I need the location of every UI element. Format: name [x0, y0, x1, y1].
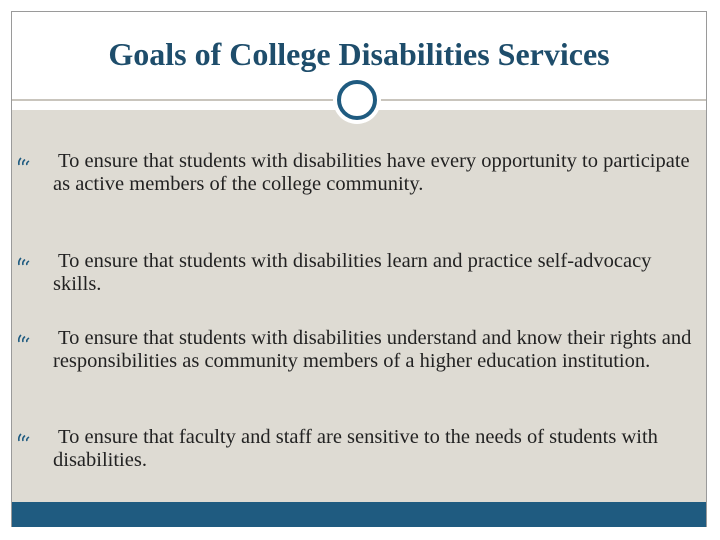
bullet-text: To ensure that faculty and staff are sensitive to the needs of students with disabilities. [53, 426, 658, 471]
slide-title: Goals of College Disabilities Services [108, 36, 610, 72]
footer-bar [12, 502, 706, 527]
bullet-text: To ensure that students with disabilities understand and know their rights and responsibilities as community members of a higher education institution. [53, 327, 692, 372]
bullet-item [12, 150, 706, 196]
wifi-arc-bullet-icon [17, 155, 31, 167]
bullet-text: To ensure that students with disabilities learn and practice self-advocacy skills. [53, 250, 652, 295]
content-area [12, 110, 706, 502]
bullet-text: To ensure that students with disabilities have every opportunity to participate as active members of the college community. [53, 150, 690, 195]
bullet-item [12, 250, 706, 296]
wifi-arc-bullet-icon [17, 332, 31, 344]
wifi-arc-bullet-icon [17, 431, 31, 443]
bullet-item [12, 327, 706, 373]
bullet-item [12, 426, 706, 472]
wifi-arc-bullet-icon [17, 255, 31, 267]
ring-icon [337, 80, 377, 120]
